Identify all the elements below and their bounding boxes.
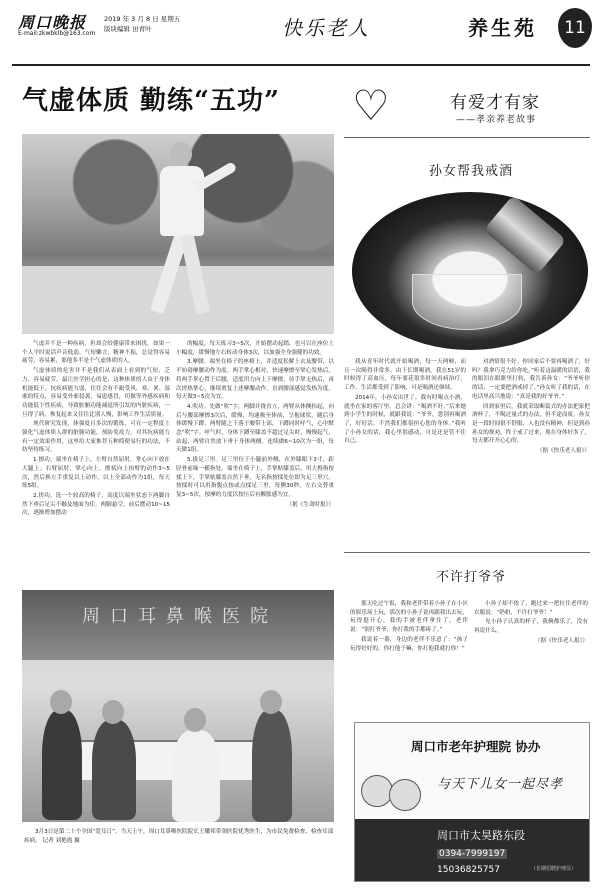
feature-subtitle: ——孝亲养老故事: [456, 115, 537, 125]
issue-date: 2019 年 3 月 8 日 星期五: [104, 15, 181, 23]
column-title: 快乐老人: [282, 16, 370, 40]
paragraph: 2.搓功。选一个较高的椅子，高度以端坐状态下两脚自然下垂后足尖不触及地面为佳。两脚悬空，前后摆动10~15次，逐渐增加摆动: [22, 492, 170, 517]
newspaper-logo: 周口晚报: [18, 13, 87, 32]
ad-title: 周口市老年护理院 协办: [411, 739, 541, 754]
article-column-1: [22, 340, 170, 519]
paragraph: 我从青年时代就开始喝酒，每一天两顿，而且一次喝得非常多。由于长期喝酒，我在51岁的时候得了高血压，每年要花很多时间看病治疗，工作、生活都受到了影响，可是喝酒还继续。: [344, 359, 466, 392]
figure-body: [160, 166, 204, 236]
contact-email: E-mail:zkwbklb@163.com: [18, 30, 96, 37]
paragraph: 我说着一番，身边的老伴不乐意了：“孩子玩得好好的，你打他干嘛，你打他我就打你！”: [350, 636, 468, 652]
bottle-icon: [483, 195, 566, 275]
story-divider: [344, 552, 590, 553]
story-1-source: （据《快乐老人报》）: [536, 448, 590, 455]
event-tent: [22, 590, 334, 660]
feature-title: 有爱才有家: [450, 93, 540, 113]
hearing-day-photo: [22, 590, 334, 822]
story-2-column-1: [350, 600, 468, 654]
person: [92, 720, 136, 820]
article-headline: 气虚体质 勤练“五功”: [22, 86, 280, 116]
paragraph: 的幅度，每天练习3~5次，开始摆动起踏，也可以在座位上小幅度，缓慢地左右转动身体3次，以加强全身强健的功效。: [176, 341, 334, 356]
tent-banner-text: 周口耳鼻喉医院: [82, 606, 278, 627]
paragraph: 气虚体质的危害并不是我们从表面上看到的气短、乏力、容易疲劳，最让医学担心的是，这种体质的人由于身体机能低下，抗疾病能力弱，往往会有不耐受风、寒、暑、湿邪的特点，容易受外邪侵袭，易患感冒，切做等外感疾病和功能低下性疾病，导致脏腑功能减退所引发的内脏疾病，一旦得了病，恢复起来又往往比别人慢，影响工作生活质量。: [22, 368, 170, 418]
paragraph: 4.吹功。先做“吹”字，两脚并拢直立，两臂从体侧抬起，向后与腰部摩擦3次后，缓慢，均速吸至体前，呈抱球状，随后身体缓慢下蹲，两臂随之下落于腰带上部，下蹲同时呼气，心中默念“吹”字。呼气时，身体下蹲至膝盖不超过足尖时，慢慢起气，站起，两臂自然放下垂于身体两侧。连续做6~10次为一组，每天做1组。: [176, 403, 334, 454]
paragraph: 那天吃过午饭，我和老伴带着小孙子在小区的娱乐场上玩，那次的小孙子说再跟我出去玩，玩得挺开心，我的手被老伴拿住了，老伴说：“别打爷爷，你打我的手都疼了。”: [350, 601, 468, 634]
ad-recruit-note: （长期招聘护理员）: [531, 866, 577, 872]
doctor-head: [184, 708, 206, 732]
person: [252, 710, 292, 822]
photo-caption: 3月3日是第二十个全国“爱耳日”。当天上午，周口耳鼻喉医院院长王耀邦带领医院优秀医生，为市民免费检查、检查耳部疾病。 记者 刘艳霞 摄: [24, 829, 334, 844]
story-2-column-2: [474, 600, 588, 646]
ad-address: 周口市太昊路东段: [437, 829, 525, 842]
feature-header: [344, 80, 590, 138]
paragraph: 2014年，小孙女出世了。我有时喝点小酒，就坐在家的客厅里，总会讲：“喝酒不好。”后来她到小学生的时候，就跟我说：“爷爷，您别再喝酒了，好好活，不然我们都很担心您的身体。”我听了小孙女的话，我心里很感动，可是还是管不住自己。: [344, 394, 466, 445]
person-head: [50, 690, 72, 714]
glass-icon: [412, 274, 522, 330]
story-2-title: 不许打爷爷: [435, 570, 506, 585]
ad-mobile: 15036825757: [437, 865, 500, 875]
paragraph: 3.摩腰。端坐在椅子的座椅上，并适度松解上衣及腰带，以不妨碍摩腰动作为度。两手掌心相对，快速摩擦至掌心发热后，将两手掌心置于后腰，适度用力向上下摩擦，待手掌无热后，再次搓热掌心，继续重复上述摩腰动作，直到腰部感觉发热为度。每天做3~5次为宜。: [176, 359, 334, 401]
person: [42, 710, 82, 820]
story-1-title: 孙女帮我戒酒: [428, 164, 513, 179]
paragraph: 1.擦功。端坐在椅子上，左臂自然屈肘，掌心向下放在大腿上；右臂屈肘，掌心向上，擦拭向上抬臂的动作3~5次，然后换左手重复以上动作，以上全部动作为1组，每天练5组。: [22, 457, 170, 490]
paragraph: 对酒情很不好。你回家后不要再喝酒了，好吗？我拿巧克力给你吃。”听着这温暖的话语，我的眼泪在眼眶里打转，我告诉孙女：“爷爷听你的话，一定要把酒戒掉了。”孙女听了我的话，在电话里高兴地说：“真是我的好爷爷。”: [472, 359, 590, 400]
story-2-source: （据《快乐老人报》）: [534, 637, 588, 644]
paragraph: 现代研究发现，体强度且多次的锻炼，可在一定程度上强化气虚体质人群的脏腑功能，预防免疫力。对其抗病能力有一定效果作用。这里给大家推荐五种简便易行的功法，不妨坚持练习。: [22, 421, 170, 454]
wine-illustration: [352, 192, 588, 350]
paragraph: 5.拔足三里。足三里位于小腿前外侧，在外膝眼下3寸，距胫骨前缘一横指处。端坐在椅子上，手掌贴膝盖后，用大拇指按揉上下，手掌贴膝盖自然下垂，无名指按揉处位即为足三里穴。按揉时可以用指腹点按或点揉足三里，每侧30秒，左右交替重复3~5次，按摩的力度以按压后有酸胀感为宜。: [176, 457, 334, 498]
paragraph: 回到家里后，我就采取断篇式的办法把家把酒杯了，不喝过量式的办法，但半途而废。孙女是一段时间很不舒服，人也没有精神，但是到孙孙女的规劝，终于戒了过来，现在身体好多了，每天都开开心心的。: [472, 403, 590, 445]
paragraph: 气虚并不是一种疾病，但却会给健康带来困扰。如果一个人平时说话声音低弱、气短懒言、精神不振，总觉得容易疲劳，容易累，那他多半是个气虚体质的人。: [22, 341, 170, 365]
paragraph: 小孙子却不依了，跑过来一把拉住老伴的衣服说：“奶奶，不许打爷爷！”: [474, 601, 588, 616]
paragraph: 见小孙子认真的样子，我俩都乐了，没有再说什么。: [474, 619, 588, 635]
person-head: [102, 700, 124, 724]
figure-head: [170, 142, 192, 166]
ad-slogan: 与天下儿女一起尽孝: [437, 777, 564, 792]
person-head: [260, 690, 282, 714]
elderly-man-figure: [142, 142, 222, 327]
face-icon: [389, 779, 421, 811]
article-column-2: [176, 340, 334, 509]
face-icon: [361, 775, 393, 807]
story-1-column-1: [344, 358, 466, 447]
story-1-column-2: [472, 358, 590, 456]
page-editor: 版块编辑 田青叶: [104, 25, 152, 33]
header-divider: [12, 64, 590, 66]
section-title: 养生苑: [468, 16, 537, 40]
exercise-photo: [22, 134, 334, 334]
heart-icon: ♡: [352, 81, 390, 130]
article-source: （据《生命时报》）: [286, 501, 334, 508]
figure-leg: [180, 233, 210, 314]
nursing-home-ad: [354, 722, 590, 882]
ad-phone: 0394-7999197: [439, 849, 506, 859]
masthead: [12, 8, 592, 56]
doctor: [172, 730, 220, 822]
page-number: 11: [558, 8, 592, 48]
